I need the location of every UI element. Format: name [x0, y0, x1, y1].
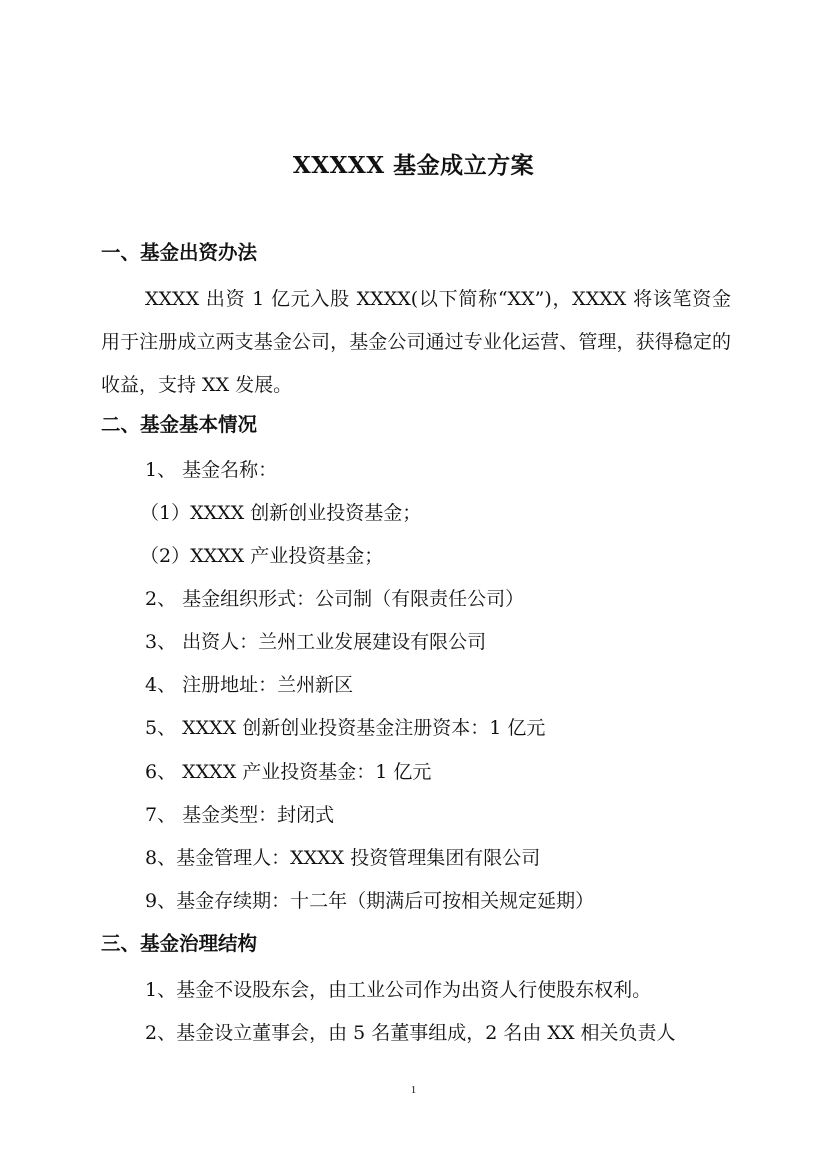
list-item: 2、基金设立董事会，由 5 名董事组成，2 名由 XX 相关负责人 — [145, 1022, 676, 1044]
list-item: 4、 注册地址：兰州新区 — [145, 674, 354, 696]
list-item: 9、基金存续期：十二年（期满后可按相关规定延期） — [145, 890, 595, 912]
list-item: 2、 基金组织形式：公司制（有限责任公司） — [145, 588, 525, 610]
page-number: 1 — [410, 1084, 417, 1096]
list-item: 5、 XXXX 创新创业投资基金注册资本：1 亿元 — [145, 717, 546, 739]
list-item: 1、 基金名称： — [145, 459, 278, 481]
section-2-heading: 二、基金基本情况 — [101, 413, 258, 436]
section-1-heading: 一、基金出资办法 — [101, 241, 258, 264]
list-item: （1）XXXX 创新创业投资基金； — [140, 502, 422, 524]
list-item: 7、 基金类型：封闭式 — [145, 804, 335, 826]
list-item: 3、 出资人：兰州工业发展建设有限公司 — [145, 631, 487, 653]
list-item: 6、 XXXX 产业投资基金：1 亿元 — [145, 761, 432, 783]
document-title: XXXXX 基金成立方案 — [292, 152, 535, 179]
section-1-paragraph: XXXX 出资 1 亿元入股 XXXX(以下简称“XX”)，XXXX 将该笔资金用于注册成立两支基金公司，基金公司通过专业化运营、管理，获得稳定的收益，支持 XX 发展。 — [101, 288, 731, 396]
list-item: （2）XXXX 产业投资基金； — [140, 545, 384, 567]
section-3-heading: 三、基金治理结构 — [101, 932, 258, 955]
list-item: 1、基金不设股东会，由工业公司作为出资人行使股东权利。 — [145, 979, 652, 1001]
list-item: 8、基金管理人：XXXX 投资管理集团有限公司 — [145, 847, 541, 869]
